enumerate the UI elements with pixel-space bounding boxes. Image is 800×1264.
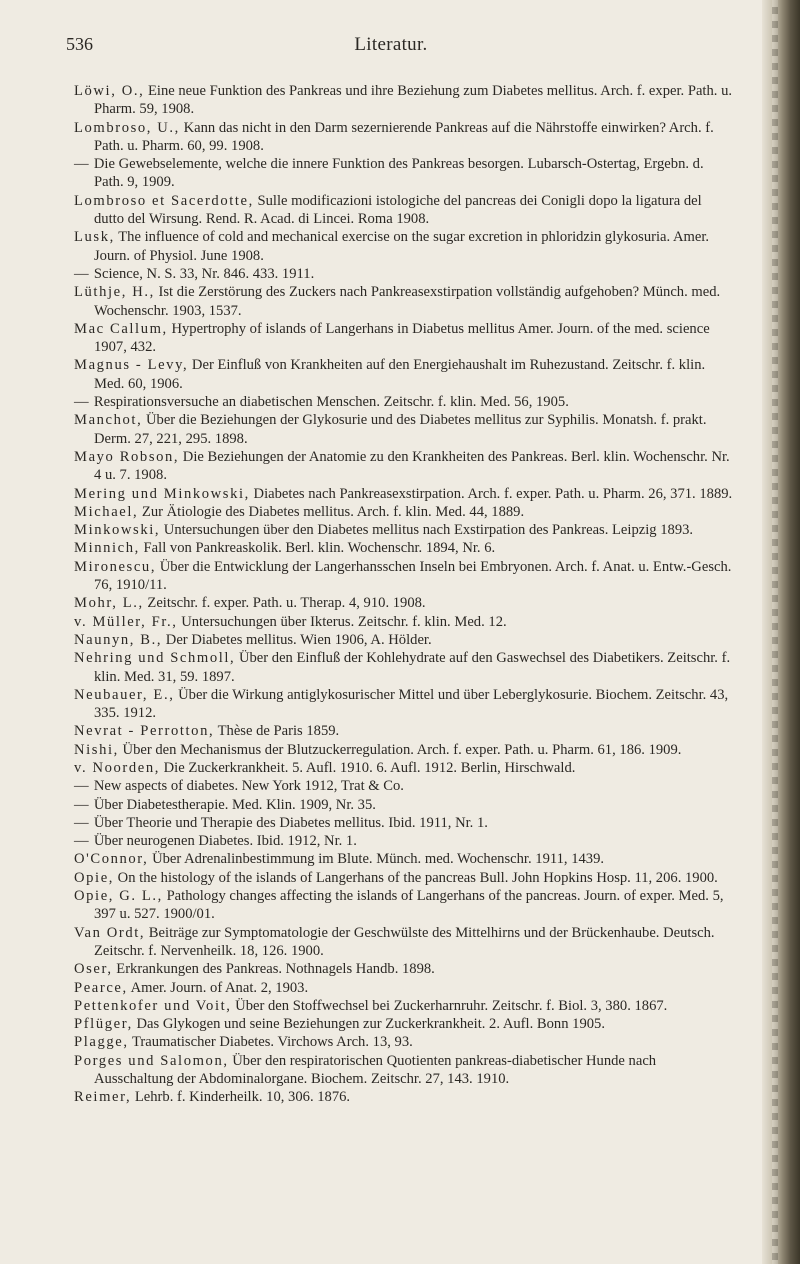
entry-author: Löwi, O., <box>74 83 145 99</box>
bibliography-entry <box>74 320 734 357</box>
entry-citation: Über Diabetestherapie. Med. Klin. 1909, Nr. 35. <box>90 796 376 813</box>
bibliography-entry <box>74 631 734 649</box>
page-edge <box>762 0 800 1264</box>
entry-author: Mering und Minkowski, <box>74 485 250 502</box>
bibliography-entry <box>74 869 734 887</box>
bibliography-entry <box>74 155 734 192</box>
bibliography-entry <box>74 411 734 448</box>
bibliography-entry <box>74 265 734 283</box>
entry-author: Mohr, L., <box>74 595 144 612</box>
page-header <box>66 34 716 60</box>
bibliography-entry <box>74 192 734 229</box>
entry-citation: Über den Einfluß der Kohlehydrate auf den Gaswechsel des Diabetikers. Zeitschr. f. klin. Med. 31, 59. 1897. <box>94 650 731 685</box>
bibliography-list <box>74 82 734 1107</box>
entry-author: Oser, <box>74 961 113 978</box>
entry-citation: Zur Ätiologie des Diabetes mellitus. Arch. f. klin. Med. 44, 1889. <box>138 503 525 520</box>
entry-author: O'Connor, <box>74 851 149 868</box>
bibliography-entry <box>74 759 734 777</box>
entry-author: Plagge, <box>74 1034 129 1051</box>
entry-author: Minkowski, <box>74 522 161 539</box>
entry-citation: Science, N. S. 33, Nr. 846. 433. 1911. <box>90 265 315 282</box>
entry-citation: Über Adrenalinbestimmung im Blute. Münch. med. Wochenschr. 1911, 1439. <box>148 851 605 868</box>
bibliography-entry <box>74 521 734 539</box>
bibliography-entry <box>74 539 734 557</box>
entry-author: Van Ordt, <box>74 924 146 941</box>
entry-citation: Über Theorie und Therapie des Diabetes mellitus. Ibid. 1911, Nr. 1. <box>90 814 488 831</box>
running-title: Literatur. <box>354 34 428 55</box>
entry-citation: Sulle modificazioni istologiche del pancreas dei Conigli dopo la ligatura del dutto del Wirsung. Rend. R. Acad. di Lincei. Roma 1908. <box>94 192 702 228</box>
entry-author: v. Noorden, <box>74 759 160 776</box>
bibliography-entry <box>74 485 734 503</box>
entry-citation: Das Glykogen und seine Beziehungen zur Zuckerkrankheit. 2. Aufl. Bonn 1905. <box>132 1016 605 1033</box>
entry-author: Mayo Robson, <box>74 448 180 465</box>
entry-author: Pearce, <box>74 979 128 996</box>
bibliography-entry <box>74 979 734 997</box>
entry-citation: Über den Stoffwechsel bei Zuckerharnruhr. Zeitschr. f. Biol. 3, 380. 1867. <box>231 997 668 1014</box>
entry-citation: Traumatischer Diabetes. Virchows Arch. 13, 93. <box>128 1034 413 1051</box>
bibliography-entry <box>74 594 734 612</box>
entry-citation: The influence of cold and mechanical exercise on the sugar excretion in phloridzin glykosuria. Amer. Journ. of Physiol. June 1908. <box>94 229 710 264</box>
bibliography-entry <box>74 924 734 961</box>
entry-author: Michael, <box>74 503 139 520</box>
bibliography-entry <box>74 1015 734 1033</box>
entry-citation: Untersuchungen über den Diabetes mellitus nach Exstirpation des Pankreas. Leipzig 1893. <box>160 522 694 539</box>
entry-author: Lombroso et Sacerdotte, <box>74 192 254 209</box>
entry-author: Manchot, <box>74 412 143 429</box>
entry-author: Naunyn, B., <box>74 631 163 648</box>
entry-author: Mac Callum, <box>74 320 168 337</box>
entry-citation: Diabetes nach Pankreasexstirpation. Arch. f. exper. Path. u. Pharm. 26, 371. 1889. <box>249 485 733 502</box>
entry-author: Lombroso, U., <box>74 119 180 136</box>
entry-citation: Eine neue Funktion des Pankreas und ihre Beziehung zum Diabetes mellitus. Arch. f. exper. Path. u. Pharm. 59, 1908. <box>94 83 733 118</box>
bibliography-entry <box>74 850 734 868</box>
bibliography-entry <box>74 814 734 832</box>
bibliography-entry <box>74 777 734 795</box>
entry-author: Nishi, <box>74 741 119 758</box>
entry-author: — <box>74 394 91 411</box>
entry-citation: Die Zuckerkrankheit. 5. Aufl. 1910. 6. Aufl. 1912. Berlin, Hirschwald. <box>159 759 576 776</box>
entry-citation: Über die Entwicklung der Langerhansschen Inseln bei Embryonen. Arch. f. Anat. u. Entw.-Gesch. 76, 1910/11. <box>94 558 732 594</box>
bibliography-entry <box>74 649 734 686</box>
entry-citation: Über den respiratorischen Quotienten pankreas-diabetischer Hunde nach Ausschaltung der Abdominalorgane. Biochem. Zeitschr. 27, 143. 1910. <box>94 1052 657 1088</box>
entry-citation: Thèse de Paris 1859. <box>214 723 340 740</box>
entry-citation: Lehrb. f. Kinderheilk. 10, 306. 1876. <box>131 1089 351 1106</box>
entry-author: Neubauer, E., <box>74 686 175 703</box>
bibliography-entry <box>74 82 734 119</box>
entry-author: Minnich, <box>74 540 140 557</box>
entry-citation: Fall von Pankreaskolik. Berl. klin. Wochenschr. 1894, Nr. 6. <box>139 540 496 557</box>
entry-author: — <box>74 814 91 831</box>
entry-author: Nevrat - Perrotton, <box>74 723 215 740</box>
bibliography-entry <box>74 997 734 1015</box>
entry-citation: On the histology of the islands of Langerhans of the pancreas Bull. John Hopkins Hosp. 11, 206. 1900. <box>114 869 718 886</box>
entry-citation: Ist die Zerstörung des Zuckers nach Pankreasexstirpation vollständig aufgehoben? Münch. med. Wochenschr. 1903, 1537. <box>94 284 721 319</box>
bibliography-entry <box>74 722 734 740</box>
entry-citation: Über neurogenen Diabetes. Ibid. 1912, Nr. 1. <box>90 833 357 850</box>
entry-author: Opie, <box>74 869 115 886</box>
entry-author: — <box>74 796 91 813</box>
entry-author: Mironescu, <box>74 558 157 575</box>
bibliography-entry <box>74 887 734 924</box>
bibliography-entry <box>74 119 734 156</box>
entry-citation: Amer. Journ. of Anat. 2, 1903. <box>127 979 309 996</box>
entry-author: Pettenkofer und Voit, <box>74 997 232 1014</box>
entry-citation: Der Diabetes mellitus. Wien 1906, A. Hölder. <box>162 631 432 648</box>
entry-author: — <box>74 265 91 282</box>
bibliography-entry <box>74 686 734 723</box>
bibliography-entry <box>74 960 734 978</box>
bibliography-entry <box>74 393 734 411</box>
entry-citation: New aspects of diabetes. New York 1912, Trat & Co. <box>90 778 404 795</box>
bibliography-entry <box>74 832 734 850</box>
entry-citation: Erkrankungen des Pankreas. Nothnagels Handb. 1898. <box>112 961 435 978</box>
entry-citation: Über den Mechanismus der Blutzuckerregulation. Arch. f. exper. Path. u. Pharm. 61, 186. 1909. <box>118 741 682 758</box>
entry-citation: Untersuchungen über Ikterus. Zeitschr. f. klin. Med. 12. <box>177 613 507 630</box>
bibliography-entry <box>74 741 734 759</box>
entry-citation: Über die Beziehungen der Glykosurie und des Diabetes mellitus zur Syphilis. Monatsh. f. prakt. Derm. 27, 221, 295. 1898. <box>94 412 707 447</box>
entry-author: — <box>74 156 91 173</box>
bibliography-entry <box>74 1033 734 1051</box>
entry-citation: Respirationsversuche an diabetischen Menschen. Zeitschr. f. klin. Med. 56, 1905. <box>90 394 569 411</box>
bibliography-entry <box>74 503 734 521</box>
entry-author: — <box>74 833 91 850</box>
bibliography-entry <box>74 613 734 631</box>
entry-author: Porges und Salomon, <box>74 1052 229 1069</box>
entry-citation: Der Einfluß von Krankheiten auf den Energiehaushalt im Ruhezustand. Zeitschr. f. klin. Med. 60, 1906. <box>94 357 706 392</box>
entry-author: v. Müller, Fr., <box>74 613 178 630</box>
entry-author: Magnus - Levy, <box>74 357 189 374</box>
entry-citation: Über die Wirkung antiglykosurischer Mittel und über Leberglykosurie. Biochem. Zeitschr. 43, 335. 1912. <box>94 686 729 722</box>
entry-citation: Beiträge zur Symptomatologie der Geschwülste des Mittelhirns und der Brückenhaube. Deutsch. Zeitschr. f. Nervenheilk. 18, 126. 1900. <box>94 924 715 959</box>
entry-author: — <box>74 778 91 795</box>
entry-author: Reimer, <box>74 1089 132 1106</box>
page-number: 536 <box>66 34 93 54</box>
entry-citation: Zeitschr. f. exper. Path. u. Therap. 4, 910. 1908. <box>143 595 426 612</box>
bibliography-entry <box>74 448 734 485</box>
entry-author: Pflüger, <box>74 1016 133 1033</box>
bibliography-entry <box>74 1088 734 1106</box>
bibliography-entry <box>74 558 734 595</box>
bibliography-entry <box>74 796 734 814</box>
entry-citation: Kann das nicht in den Darm sezernierende Pankreas auf die Nährstoffe einwirken? Arch. f. Path. u. Pharm. 60, 99. 1908. <box>94 119 714 154</box>
bibliography-entry <box>74 1052 734 1089</box>
entry-author: Opie, G. L., <box>74 888 163 905</box>
entry-citation: Hypertrophy of islands of Langerhans in Diabetus mellitus Amer. Journ. of the med. science 1907, 432. <box>94 320 710 356</box>
entry-citation: Pathology changes affecting the islands of Langerhans of the pancreas. Journ. of exper. Med. 5, 397 u. 527. 1900/01. <box>94 888 724 923</box>
entry-author: Nehring und Schmoll, <box>74 650 236 667</box>
entry-author: Lusk, <box>74 229 115 246</box>
entry-citation: Die Gewebselemente, welche die innere Funktion des Pankreas besorgen. Lubarsch-Ostertag, Ergebn. d. Path. 9, 1909. <box>90 156 704 191</box>
bibliography-entry <box>74 283 734 320</box>
entry-author: Lüthje, H., <box>74 284 155 301</box>
bibliography-entry <box>74 356 734 393</box>
bibliography-entry <box>74 228 734 265</box>
entry-citation: Die Beziehungen der Anatomie zu den Krankheiten des Pankreas. Berl. klin. Wochenschr. Nr. 4 u. 7. 1908. <box>94 448 730 484</box>
